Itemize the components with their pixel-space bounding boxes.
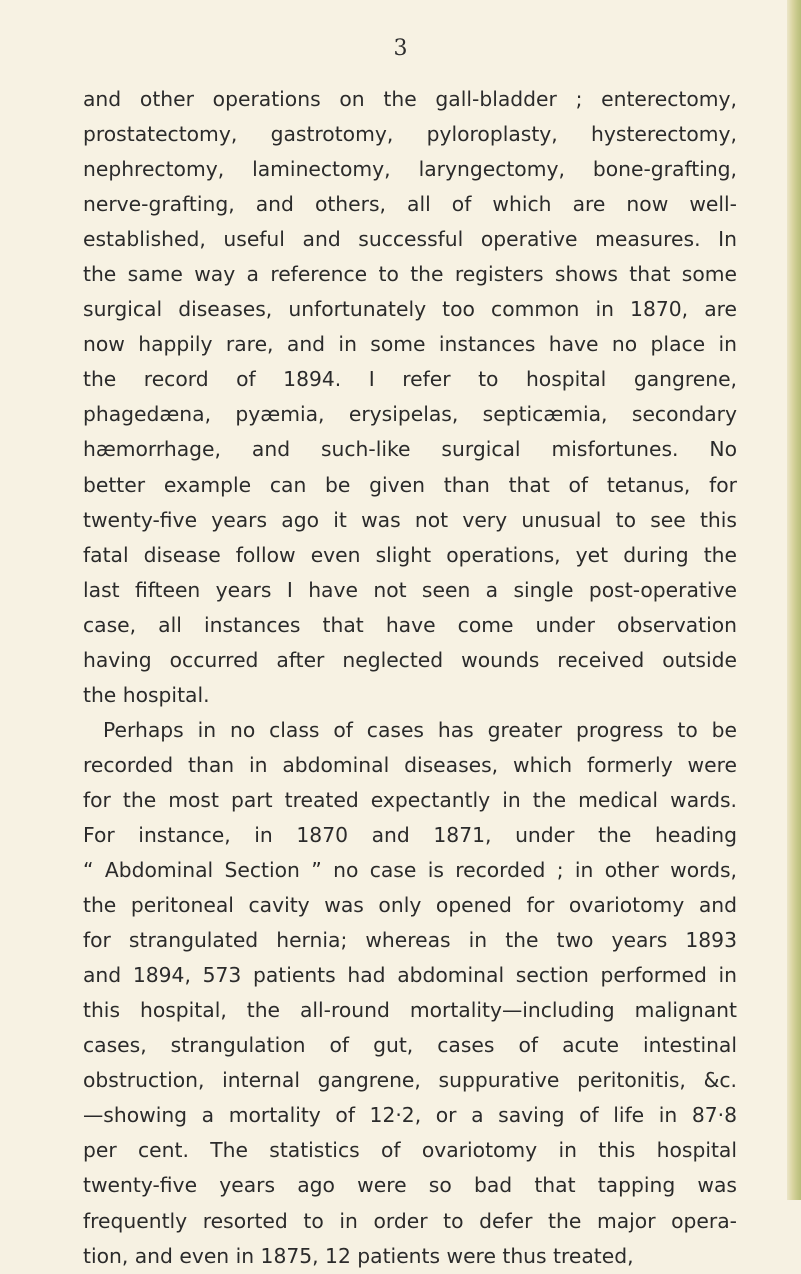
text-line: cases, strangulation of gut, cases of acute intestinal (83, 1033, 737, 1058)
text-line: obstruction, internal gangrene, suppurative peritonitis, &c. (83, 1068, 737, 1093)
text-line: recorded than in abdominal diseases, which formerly were (83, 752, 737, 777)
text-line: having occurred after neglected wounds received outside (83, 647, 737, 672)
text-line: prostatectomy, gastrotomy, pyloroplasty, hysterectomy, (83, 122, 737, 147)
text-line: nephrectomy, laminectomy, laryngectomy, bone-grafting, (83, 157, 737, 182)
text-line: better example can be given than that of tetanus, for (83, 472, 737, 497)
text-line: the record of 1894. I refer to hospital gangrene, (83, 367, 737, 392)
text-line: last fifteen years I have not seen a single post-operative (83, 577, 737, 602)
paragraph-2 (83, 713, 737, 1274)
body-text (83, 82, 737, 1274)
text-line: the hospital. (83, 682, 210, 707)
text-line: frequently resorted to in order to defer the major opera- (83, 1208, 737, 1233)
page-edge (787, 0, 801, 1200)
text-line: tion, and even in 1875, 12 patients were thus treated, (83, 1243, 634, 1268)
text-line: twenty-five years ago it was not very unusual to see this (83, 507, 737, 532)
text-line: this hospital, the all-round mortality—including malignant (83, 998, 737, 1023)
text-line: for strangulated hernia; whereas in the two years 1893 (83, 928, 737, 953)
text-line: case, all instances that have come under observation (83, 612, 737, 637)
text-line: For instance, in 1870 and 1871, under the heading (83, 822, 737, 847)
page-number: 3 (393, 36, 408, 61)
text-line: established, useful and successful operative measures. In (83, 227, 737, 252)
text-line: per cent. The statistics of ovariotomy in this hospital (83, 1138, 737, 1163)
text-line: nerve-grafting, and others, all of which are now well- (83, 192, 737, 217)
text-line: phagedæna, pyæmia, erysipelas, septicæmia, secondary (83, 402, 737, 427)
text-line: fatal disease follow even slight operations, yet during the (83, 542, 737, 567)
text-line: and 1894, 573 patients had abdominal section performed in (83, 963, 737, 988)
text-line: —showing a mortality of 12·2, or a saving of life in 87·8 (83, 1103, 737, 1128)
text-line: the peritoneal cavity was only opened for ovariotomy and (83, 893, 737, 918)
text-line: surgical diseases, unfortunately too common in 1870, are (83, 297, 737, 322)
text-line: and other operations on the gall-bladder ; enterectomy, (83, 87, 737, 111)
text-line: for the most part treated expectantly in the medical wards. (83, 787, 737, 812)
text-line: hæmorrhage, and such-like surgical misfortunes. No (83, 437, 737, 462)
paragraph-1 (83, 82, 737, 713)
text-line: twenty-five years ago were so bad that tapping was (83, 1173, 737, 1198)
text-line: Perhaps in no class of cases has greater progress to be (103, 717, 737, 742)
text-line: the same way a reference to the registers shows that some (83, 262, 737, 287)
text-line: “ Abdominal Section ” no case is recorded ; in other words, (83, 858, 737, 883)
text-line: now happily rare, and in some instances have no place in (83, 332, 737, 357)
